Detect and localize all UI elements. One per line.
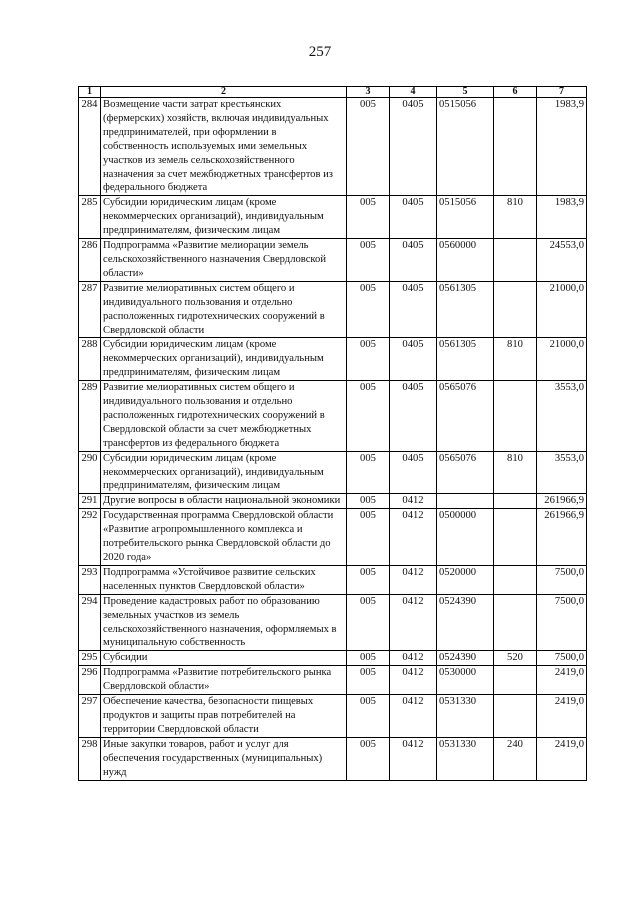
budget-table xyxy=(78,86,587,781)
row-ministry-code: 005 xyxy=(347,338,390,381)
table-row xyxy=(79,737,587,780)
row-ministry-code: 005 xyxy=(347,594,390,651)
row-number: 291 xyxy=(79,494,101,509)
row-number: 297 xyxy=(79,695,101,738)
row-section-code: 0405 xyxy=(390,338,437,381)
row-expense-type xyxy=(494,239,537,282)
table-row xyxy=(79,196,587,239)
row-amount: 3553,0 xyxy=(537,451,587,494)
header-col-1: 1 xyxy=(79,87,101,98)
row-name: Субсидии юридическим лицам (кроме некоммерческих организаций), индивидуальным предпринимателям, физическим лицам xyxy=(101,338,347,381)
table-row xyxy=(79,666,587,695)
row-amount: 261966,9 xyxy=(537,509,587,566)
row-expense-type xyxy=(494,494,537,509)
row-name: Развитие мелиоративных систем общего и индивидуального пользования и отдельно расположенных гидротехнических сооружений в Свердловской области за счет межбюджетных трансфертов из федерального бюджета xyxy=(101,381,347,452)
row-amount: 24553,0 xyxy=(537,239,587,282)
table-row xyxy=(79,281,587,338)
row-name: Обеспечение качества, безопасности пищевых продуктов и защиты прав потребителей на территории Свердловской области xyxy=(101,695,347,738)
row-number: 295 xyxy=(79,651,101,666)
table-row xyxy=(79,695,587,738)
row-section-code: 0405 xyxy=(390,98,437,196)
table-row xyxy=(79,565,587,594)
table-row xyxy=(79,451,587,494)
row-expense-type xyxy=(494,509,537,566)
row-ministry-code: 005 xyxy=(347,509,390,566)
row-amount: 7500,0 xyxy=(537,651,587,666)
header-col-7: 7 xyxy=(537,87,587,98)
row-ministry-code: 005 xyxy=(347,651,390,666)
row-ministry-code: 005 xyxy=(347,695,390,738)
row-expense-type: 520 xyxy=(494,651,537,666)
row-ministry-code: 005 xyxy=(347,239,390,282)
row-name: Подпрограмма «Развитие потребительского рынка Свердловской области» xyxy=(101,666,347,695)
table-row xyxy=(79,338,587,381)
row-name: Субсидии юридическим лицам (кроме некоммерческих организаций), индивидуальным предпринимателям, физическим лицам xyxy=(101,196,347,239)
table-row xyxy=(79,381,587,452)
row-name: Государственная программа Свердловской области «Развитие агропромышленного комплекса и потребительского рынка Свердловской области до 2020 года» xyxy=(101,509,347,566)
row-number: 294 xyxy=(79,594,101,651)
row-name: Субсидии xyxy=(101,651,347,666)
row-expense-type xyxy=(494,565,537,594)
row-amount: 21000,0 xyxy=(537,338,587,381)
table-row xyxy=(79,509,587,566)
row-expense-type: 810 xyxy=(494,451,537,494)
page-number: 257 xyxy=(308,44,332,60)
row-section-code: 0412 xyxy=(390,494,437,509)
row-number: 289 xyxy=(79,381,101,452)
table-row xyxy=(79,594,587,651)
row-section-code: 0412 xyxy=(390,695,437,738)
row-target-code: 0531330 xyxy=(437,695,494,738)
row-expense-type: 810 xyxy=(494,338,537,381)
header-col-2: 2 xyxy=(101,87,347,98)
header-row xyxy=(79,87,587,98)
row-amount: 7500,0 xyxy=(537,565,587,594)
row-expense-type xyxy=(494,666,537,695)
row-section-code: 0405 xyxy=(390,281,437,338)
row-section-code: 0405 xyxy=(390,451,437,494)
row-section-code: 0412 xyxy=(390,594,437,651)
row-amount: 2419,0 xyxy=(537,737,587,780)
row-expense-type xyxy=(494,695,537,738)
row-target-code: 0515056 xyxy=(437,98,494,196)
row-amount: 7500,0 xyxy=(537,594,587,651)
row-name: Возмещение части затрат крестьянских (фермерских) хозяйств, включая индивидуальных предпринимателей, при оформлении в собственность используемых ими земельных участков из земель сельскохозяйственного назначения за счет межбюджетных трансфертов из федерального бюджета xyxy=(101,98,347,196)
row-number: 287 xyxy=(79,281,101,338)
row-expense-type: 810 xyxy=(494,196,537,239)
row-target-code: 0520000 xyxy=(437,565,494,594)
row-target-code: 0515056 xyxy=(437,196,494,239)
row-name: Проведение кадастровых работ по образованию земельных участков из земель сельскохозяйственного назначения, оформляемых в муниципальную собственность xyxy=(101,594,347,651)
header-col-3: 3 xyxy=(347,87,390,98)
table-row xyxy=(79,651,587,666)
row-ministry-code: 005 xyxy=(347,281,390,338)
row-section-code: 0412 xyxy=(390,666,437,695)
row-target-code: 0565076 xyxy=(437,451,494,494)
header-col-6: 6 xyxy=(494,87,537,98)
row-target-code: 0524390 xyxy=(437,651,494,666)
row-ministry-code: 005 xyxy=(347,196,390,239)
row-amount: 21000,0 xyxy=(537,281,587,338)
row-target-code xyxy=(437,494,494,509)
row-ministry-code: 005 xyxy=(347,98,390,196)
row-amount: 261966,9 xyxy=(537,494,587,509)
row-number: 298 xyxy=(79,737,101,780)
row-amount: 1983,9 xyxy=(537,196,587,239)
row-name: Развитие мелиоративных систем общего и индивидуального пользования и отдельно расположенных гидротехнических сооружений в Свердловской области xyxy=(101,281,347,338)
row-target-code: 0560000 xyxy=(437,239,494,282)
row-number: 296 xyxy=(79,666,101,695)
row-amount: 3553,0 xyxy=(537,381,587,452)
row-name: Другие вопросы в области национальной экономики xyxy=(101,494,347,509)
row-ministry-code: 005 xyxy=(347,494,390,509)
row-section-code: 0412 xyxy=(390,565,437,594)
row-name: Подпрограмма «Устойчивое развитие сельских населенных пунктов Свердловской области» xyxy=(101,565,347,594)
row-target-code: 0561305 xyxy=(437,281,494,338)
row-target-code: 0530000 xyxy=(437,666,494,695)
row-expense-type xyxy=(494,98,537,196)
row-section-code: 0405 xyxy=(390,381,437,452)
row-number: 284 xyxy=(79,98,101,196)
row-number: 288 xyxy=(79,338,101,381)
header-col-4: 4 xyxy=(390,87,437,98)
row-ministry-code: 005 xyxy=(347,666,390,695)
row-name: Субсидии юридическим лицам (кроме некоммерческих организаций), индивидуальным предпринимателям, физическим лицам xyxy=(101,451,347,494)
row-number: 292 xyxy=(79,509,101,566)
row-number: 285 xyxy=(79,196,101,239)
row-section-code: 0412 xyxy=(390,737,437,780)
row-expense-type xyxy=(494,594,537,651)
row-expense-type xyxy=(494,281,537,338)
row-number: 290 xyxy=(79,451,101,494)
row-target-code: 0531330 xyxy=(437,737,494,780)
row-amount: 2419,0 xyxy=(537,666,587,695)
row-ministry-code: 005 xyxy=(347,737,390,780)
row-target-code: 0561305 xyxy=(437,338,494,381)
table-row xyxy=(79,239,587,282)
row-amount: 2419,0 xyxy=(537,695,587,738)
row-ministry-code: 005 xyxy=(347,565,390,594)
row-expense-type xyxy=(494,381,537,452)
header-col-5: 5 xyxy=(437,87,494,98)
row-ministry-code: 005 xyxy=(347,451,390,494)
row-number: 286 xyxy=(79,239,101,282)
row-target-code: 0524390 xyxy=(437,594,494,651)
row-expense-type: 240 xyxy=(494,737,537,780)
row-ministry-code: 005 xyxy=(347,381,390,452)
row-amount: 1983,9 xyxy=(537,98,587,196)
row-name: Иные закупки товаров, работ и услуг для обеспечения государственных (муниципальных) нужд xyxy=(101,737,347,780)
row-section-code: 0412 xyxy=(390,509,437,566)
table-row xyxy=(79,98,587,196)
row-section-code: 0405 xyxy=(390,196,437,239)
row-target-code: 0500000 xyxy=(437,509,494,566)
row-target-code: 0565076 xyxy=(437,381,494,452)
table-row xyxy=(79,494,587,509)
row-section-code: 0405 xyxy=(390,239,437,282)
row-number: 293 xyxy=(79,565,101,594)
row-section-code: 0412 xyxy=(390,651,437,666)
row-name: Подпрограмма «Развитие мелиорации земель сельскохозяйственного назначения Свердловской области» xyxy=(101,239,347,282)
